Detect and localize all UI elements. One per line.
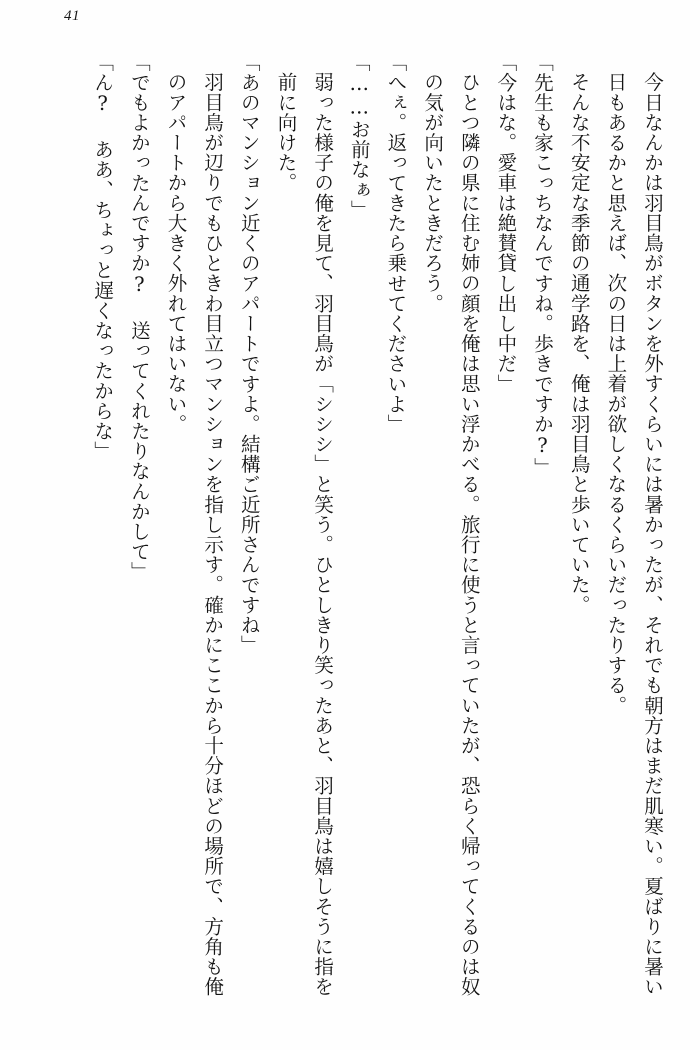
- paragraph: 「あのマンション近くのアパートですよ。結構ご近所さんですね」: [237, 52, 261, 655]
- paragraph: 弱った様子の俺を見て、羽目鳥が「シシシ」と笑う。ひとしきり笑ったあと、羽目鳥は嬉しそうに指を前に向けた。: [274, 72, 335, 997]
- paragraph: 「……お前なぁ」: [347, 52, 371, 220]
- paragraph: そんな不安定な季節の通学路を、俺は羽目鳥と歩いていた。: [567, 72, 591, 615]
- page-number: 41: [64, 8, 80, 24]
- paragraph: 今日なんかは羽目鳥がボタンを外すくらいには暑かったが、それでも朝方はまだ肌寒い。夏ばりに暑い日もあるかと思えば、次の日は上着が欲しくなるくらいだったりする。: [604, 72, 664, 997]
- page-body-text: [34, 52, 670, 1014]
- paragraph: 「ん? ああ、ちょっと遅くなったからな」: [91, 52, 115, 461]
- paragraph: 「でもよかったんですか? 送ってくれたりなんかして」: [127, 52, 151, 582]
- paragraph: 「今はな。愛車は絶賛貸し出し中だ」: [494, 52, 518, 394]
- paragraph: ひとつ隣の県に住む姉の顔を俺は思い浮かべる。旅行に使うと言っていたが、恐らく帰ってくるのは奴の気が向いたときだろう。: [421, 72, 481, 997]
- paragraph: 「先生も家こっちなんですね。歩きですか?」: [531, 52, 555, 478]
- paragraph: 羽目鳥が辺りでもひときわ目立つマンションを指し示す。確かにここから十分ほどの場所で、方角も俺のアパートから大きく外れてはいない。: [164, 72, 225, 997]
- paragraph: 「へぇ。返ってきたら乗せてくださいよ」: [384, 52, 408, 434]
